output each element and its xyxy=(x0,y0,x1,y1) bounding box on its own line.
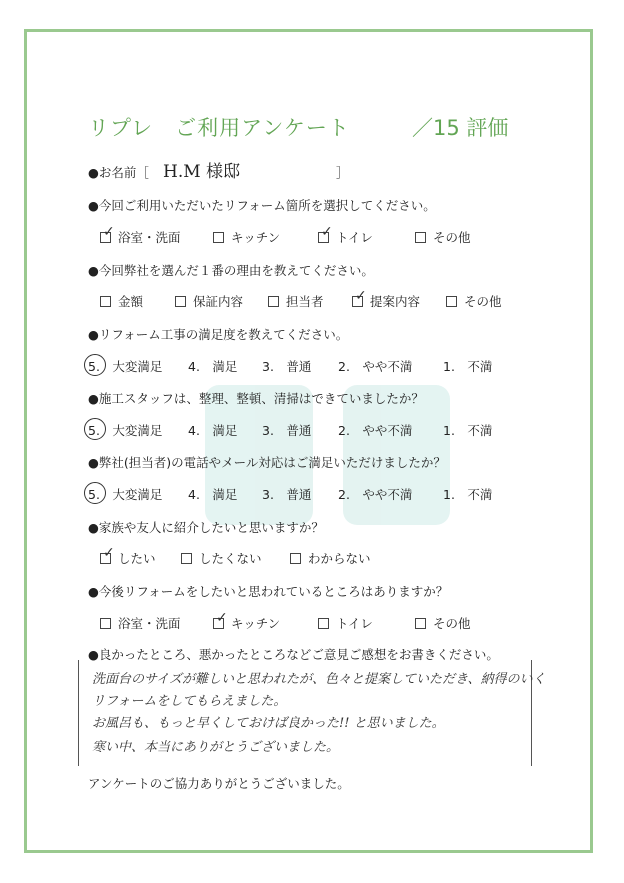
q4-scale-option[interactable]: 2. やや不満 xyxy=(338,423,413,438)
q5-scale-option[interactable]: 1. 不満 xyxy=(443,487,493,502)
q3-scale-option[interactable]: 1. 不満 xyxy=(443,359,493,374)
q7-question: ●今後リフォームをしたいと思われているところはありますか？ xyxy=(88,584,449,599)
q2-option[interactable]: その他 xyxy=(446,292,502,310)
q3-scale-option[interactable]: 3. 普通 xyxy=(262,359,312,374)
q1-option[interactable]: その他 xyxy=(415,228,471,246)
q8-question: ●良かったところ、悪かったところなどご意見ご感想をお書きください。 xyxy=(88,647,499,662)
q2-question: ●今回弊社を選んだ１番の理由を教えてください。 xyxy=(88,263,374,278)
q3-scale-option[interactable]: 4. 満足 xyxy=(188,359,238,374)
q5-scale-option[interactable]: 4. 満足 xyxy=(188,487,238,502)
name-label: ●お名前［ xyxy=(88,165,149,180)
q6-option[interactable]: わからない xyxy=(290,549,371,567)
comment-line: お風呂も、もっと早くしておけば良かった!! と思いました。 xyxy=(92,716,445,731)
comment-line: 寒い中、本当にありがとうございました。 xyxy=(92,740,340,755)
survey-title: リプレ ご利用アンケート xyxy=(88,116,350,140)
selected-circle xyxy=(84,482,106,504)
name-bracket-close: ］ xyxy=(336,165,349,180)
q3-scale-option[interactable]: 5. 大変満足 xyxy=(88,357,162,375)
q4-scale-option[interactable]: 3. 普通 xyxy=(262,423,312,438)
q6-option[interactable]: ✓ したい xyxy=(100,549,156,567)
q7-option[interactable]: トイレ xyxy=(318,614,373,632)
q6-question: ●家族や友人に紹介したいと思いますか？ xyxy=(88,520,324,535)
q4-scale-option[interactable]: 4. 満足 xyxy=(188,423,238,438)
q3-question: ●リフォーム工事の満足度を教えてください。 xyxy=(88,327,349,342)
q4-question: ●施工スタッフは、整理、整頓、清掃はできていましたか？ xyxy=(88,391,424,406)
q4-scale-option[interactable]: 5. 大変満足 xyxy=(88,421,162,439)
q1-option[interactable]: キッチン xyxy=(213,228,280,246)
q5-scale-option[interactable]: 5. 大変満足 xyxy=(88,485,162,503)
selected-circle xyxy=(84,418,106,440)
q5-scale-option[interactable]: 2. やや不満 xyxy=(338,487,413,502)
q1-option[interactable]: ✓ 浴室・洗面 xyxy=(100,228,181,246)
q3-scale-option[interactable]: 2. やや不満 xyxy=(338,359,413,374)
selected-circle xyxy=(84,354,106,376)
q5-question: ●弊社(担当者)の電話やメール対応はご満足いただけましたか？ xyxy=(88,455,446,470)
comment-line: 洗面台のサイズが難しいと思われたが、色々と提案していただき、納得のいく xyxy=(92,672,546,687)
q2-option[interactable]: ✓ 提案内容 xyxy=(352,292,420,310)
q1-question: ●今回ご利用いただいたリフォーム箇所を選択してください。 xyxy=(88,198,436,213)
q6-option[interactable]: したくない xyxy=(181,549,262,567)
name-value: H.M 様邸 xyxy=(163,162,241,182)
footer-thanks: アンケートのご協力ありがとうございました。 xyxy=(88,776,350,791)
q7-option[interactable]: 浴室・洗面 xyxy=(100,614,181,632)
q5-scale-option[interactable]: 3. 普通 xyxy=(262,487,312,502)
comment-line: リフォームをしてもらえました。 xyxy=(92,694,287,709)
score-label: ／15 評価 xyxy=(412,116,509,140)
q1-option[interactable]: ✓ トイレ xyxy=(318,228,373,246)
q2-option[interactable]: 金額 xyxy=(100,292,143,310)
q7-option[interactable]: ✓ キッチン xyxy=(213,614,280,632)
q7-option[interactable]: その他 xyxy=(415,614,471,632)
q2-option[interactable]: 保証内容 xyxy=(175,292,243,310)
q2-option[interactable]: 担当者 xyxy=(268,292,324,310)
q4-scale-option[interactable]: 1. 不満 xyxy=(443,423,493,438)
